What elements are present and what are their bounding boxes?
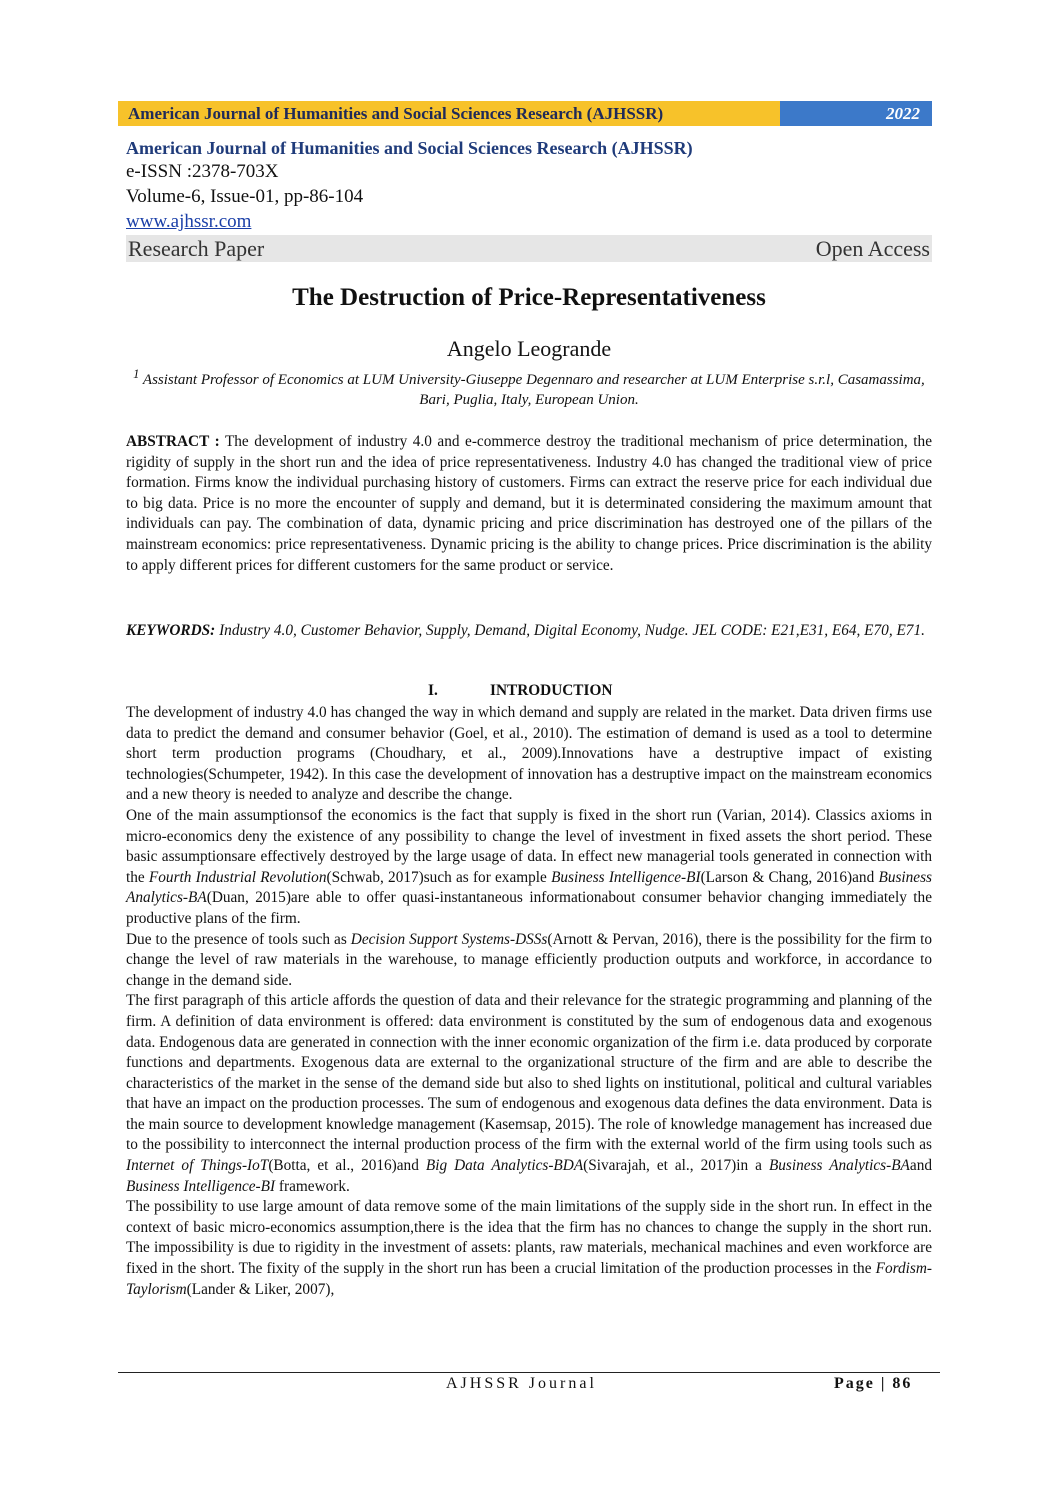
intro-paragraph-3: Due to the presence of tools such as Decision Support Systems-DSSs(Arnott & Pervan, 2016), there is the possibility for the firm to change the level of raw materials in the warehouse, to manage efficiently production outputs and workforce, in accordance to change in the demand side. [126, 930, 932, 989]
keywords-text: Industry 4.0, Customer Behavior, Supply, Demand, Digital Economy, Nudge. JEL CODE: E21,E31, E64, E70, E71. [219, 622, 925, 639]
abstract-label: ABSTRACT : [126, 433, 220, 450]
running-header-journal: American Journal of Humanities and Social Sciences Research (AJHSSR) [118, 101, 780, 126]
footer-divider [118, 1372, 940, 1373]
author-name: Angelo Leogrande [446, 336, 612, 361]
affiliation-text: Assistant Professor of Economics at LUM University-Giuseppe Degennaro and researcher at LUM Enterprise s.r.l, Casamassima, Bari, Puglia, Italy, European Union. [142, 372, 925, 408]
intro-paragraph-4: The first paragraph of this article affords the question of data and their relevance for the strategic programming and planning of the firm. A definition of data environment is offered: data environment is constituted by the sum of endogenous data and exogenous data. Endogenous data are generated in connection with the inner economic organization of the firm i.e. data produced by corporate functions and departments. Exogenous data are external to the organizational structure of the firm and are able to describe the characteristics of the market in the sense of the demand side but also to shed lights on institutional, political and cultural variables that have an impact on the production processes. The sum of endogenous and exogenous data defines the data environment. Data is the main source to development knowledge management (Kasemsap, 2015). The role of knowledge management has increased due to the possibility to interconnect the internal production process of the firm with the external world of the firm using tools such as Internet of Things-IoT(Botta, et al., 2016)and Big Data Analytics-BDA(Sivarajah, et al., 2017)in a Business Analytics-BAand Business Intelligence-BI framework. [126, 992, 932, 1195]
masthead-volume: Volume-6, Issue-01, pp-86-104 [126, 186, 364, 207]
footer-page-number: Page | 86 [834, 1375, 913, 1392]
paper-title: The Destruction of Price-Representativeness [292, 284, 766, 311]
author-affiliation [118, 364, 940, 410]
section-title: INTRODUCTION [490, 682, 613, 699]
paper-type-bar [126, 235, 932, 262]
intro-paragraph-1: The development of industry 4.0 has changed the way in which demand and supply are related in the market. Data driven firms use data to predict the demand and consumer behavior (Goel, et al., 2010). The estimation of demand is used as a tool to determine short term production programs (Choudhary, et al., 2009).Innovations have a destruptive impact of existing technologies(Schumpeter, 1942). In this case the development of innovation has a destruptive impact on the mainstream economics and a new theory is needed to analyze and describe the change. [126, 704, 932, 804]
keywords [126, 621, 932, 642]
intro-paragraph-2: One of the main assumptionsof the economics is the fact that supply is fixed in the short run (Varian, 2014). Classics axioms in micro-economics deny the existence of any possibility to change the level of investment in fixed assets the short period. These basic assumptionsare effectively destroyed by the large usage of data. In effect new managerial tools generated in connection with the Fourth Industrial Revolution(Schwab, 2017)such as for example Business Intelligence-BI(Larson & Chang, 2016)and Business Analytics-BA(Duan, 2015)are able to offer quasi-instantaneous informationabout consumer behavior changing immediately the productive plans of the firm. [126, 806, 933, 927]
masthead-website-link[interactable]: www.ajhssr.com [126, 211, 252, 232]
affiliation-superscript: 1 [133, 367, 140, 381]
masthead-eissn: e-ISSN :2378-703X [126, 161, 279, 182]
footer-journal-name: AJHSSR Journal [446, 1375, 597, 1392]
abstract [126, 432, 932, 576]
masthead-journal-title: American Journal of Humanities and Social Sciences Research (AJHSSR) [126, 138, 693, 158]
running-header [118, 101, 932, 126]
running-header-year: 2022 [780, 101, 932, 126]
intro-paragraph-5: The possibility to use large amount of data remove some of the main limitations of the supply side in the short run. In effect in the context of basic micro-economics assumption,there is the idea that the firm has no chances to change the supply in the short run. The impossibility is due to rigidity in the investment of assets: plants, raw materials, mechanical machines and even workforce are fixed in the short. The fixity of the supply in the short run has been a crucial limitation of the production processes in the Fordism-Taylorism(Lander & Liker, 2007), [126, 1198, 932, 1298]
paper-type: Research Paper [128, 235, 265, 261]
section-number: I. [428, 682, 438, 699]
abstract-text: The development of industry 4.0 and e-commerce destroy the traditional mechanism of price determination, the rigidity of supply in the short run and the idea of price representativeness. Industry 4.0 has changed the traditional view of price formation. Firms know the individual purchasing history of customers. Firms can extract the reserve price for each individual due to big data. Price is no more the encounter of supply and demand, but it is determinated considering the maximum amount that individuals can pay. The combination of data, dynamic pricing and price discrimination has destroyed one of the pillars of the mainstream economics: price representativeness. Dynamic pricing is the ability to change prices. Price discrimination is the ability to apply different prices for different customers for the same product or service. [126, 433, 932, 574]
introduction-body [126, 703, 932, 1300]
masthead [126, 137, 932, 234]
keywords-label: KEYWORDS: [126, 622, 216, 639]
access-type: Open Access [815, 235, 930, 261]
